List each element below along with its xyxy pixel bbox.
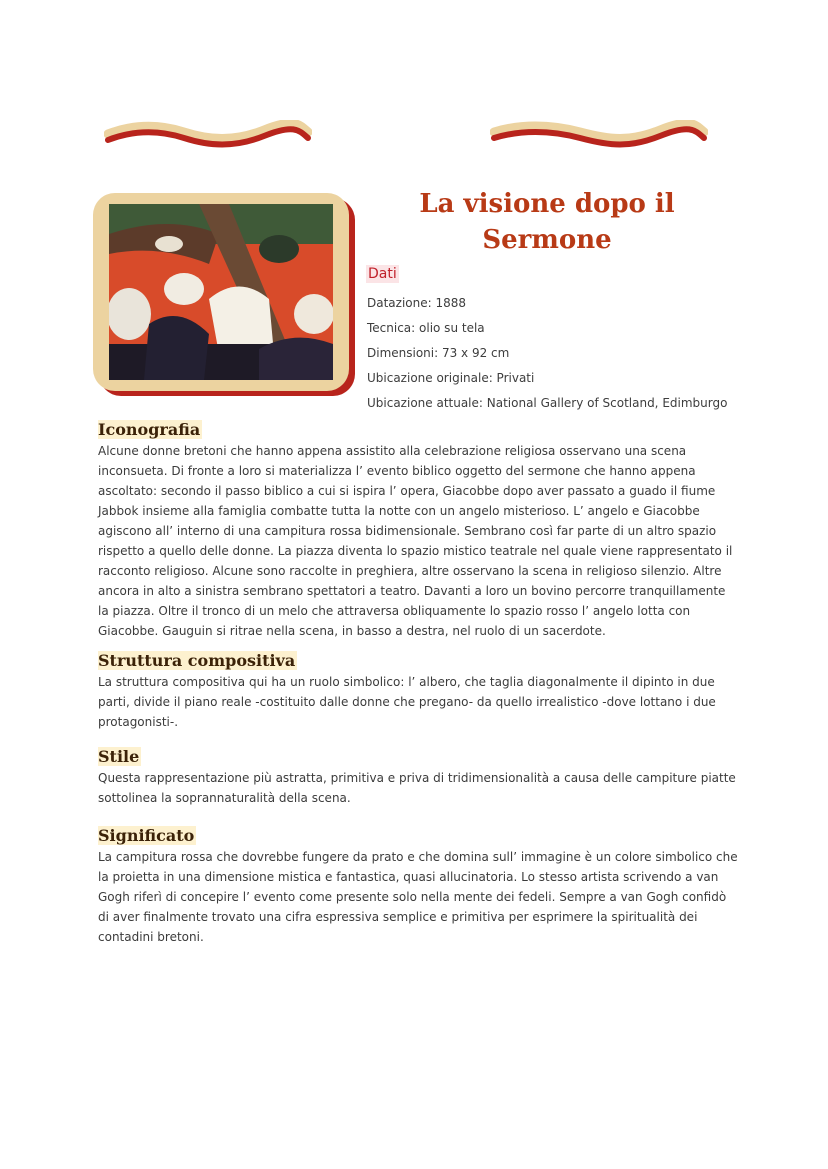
decorative-wave-right [490,120,708,152]
section-stile [98,746,738,808]
dati-heading: Dati [368,266,397,282]
dati-item: Ubicazione attuale: National Gallery of Scotland, Edimburgo [367,396,728,410]
dati-item: Datazione: 1888 [367,296,467,310]
section-body: La campitura rossa che dovrebbe fungere da prato e che domina sull’ immagine è un colore simbolico che la proietta in una dimensione mistica e fantastica, quasi allucinatoria. Lo stesso artista scrivendo a van Gogh riferì di concepire l’ evento come presente solo nella mente dei fedeli. Sempre a van Gogh confidò di aver finalmente trovato una cifra espressiva semplice e primitiva per esprimere la spiritualità dei contadini bretoni. [98,850,738,944]
dati-item: Ubicazione originale: Privati [367,371,535,385]
painting-frame [93,193,356,396]
section-heading [98,419,738,441]
dati-list [367,291,727,416]
dati-item: Dimensioni: 73 x 92 cm [367,346,510,360]
section-significato [98,825,738,947]
section-heading [98,825,738,847]
painting-image [109,204,333,380]
section-body: Questa rappresentazione più astratta, primitiva e priva di tridimensionalità a causa delle campiture piatte sottolinea la soprannaturalità della scena. [98,771,736,805]
section-heading [98,650,738,672]
dati-item: Tecnica: olio su tela [367,321,485,335]
section-struttura-compositiva [98,650,738,732]
section-iconografia [98,419,738,641]
section-body: La struttura compositiva qui ha un ruolo simbolico: l’ albero, che taglia diagonalmente il dipinto in due parti, divide il piano reale -costituito dalle donne che pregano- da quello irrealistico -dove lottano i due protagonisti-. [98,675,716,729]
section-heading-text: Significato [98,826,195,845]
section-heading [98,746,738,768]
section-heading-text: Iconografia [98,420,201,439]
section-body: Alcune donne bretoni che hanno appena assistito alla celebrazione religiosa osservano una scena inconsueta. Di fronte a loro si materializza l’ evento biblico oggetto del sermone che hanno appena ascoltato: secondo il passo biblico a cui si ispira l’ opera, Giacobbe dopo aver passato a guado il fiume Jabbok insieme alla famiglia combatte tutta la notte con un angelo misterioso. L’ angelo e Giacobbe agiscono all’ interno di una campitura rossa bidimensionale. Sembrano così far parte di un altro spazio rispetto a quello delle donne. La piazza diventa lo spazio mistico teatrale nel quale viene rappresentato il racconto religioso. Alcune sono raccolte in preghiera, altre osservano la scena in religioso silenzio. Altre ancora in alto a sinistra sembrano spettatori a teatro. Davanti a loro un bovino percorre tranquillamente la piazza. Oltre il tronco di un melo che attraversa obliquamente lo spazio rosso l’ angelo lotta con Giacobbe. Gauguin si ritrae nella scena, in basso a destra, nel ruolo di un sacerdote. [98,444,733,638]
section-heading-text: Stile [98,747,140,766]
section-heading-text: Struttura compositiva [98,651,296,670]
page-title: La visione dopo il Sermone [419,189,675,255]
decorative-wave-left [104,120,312,152]
